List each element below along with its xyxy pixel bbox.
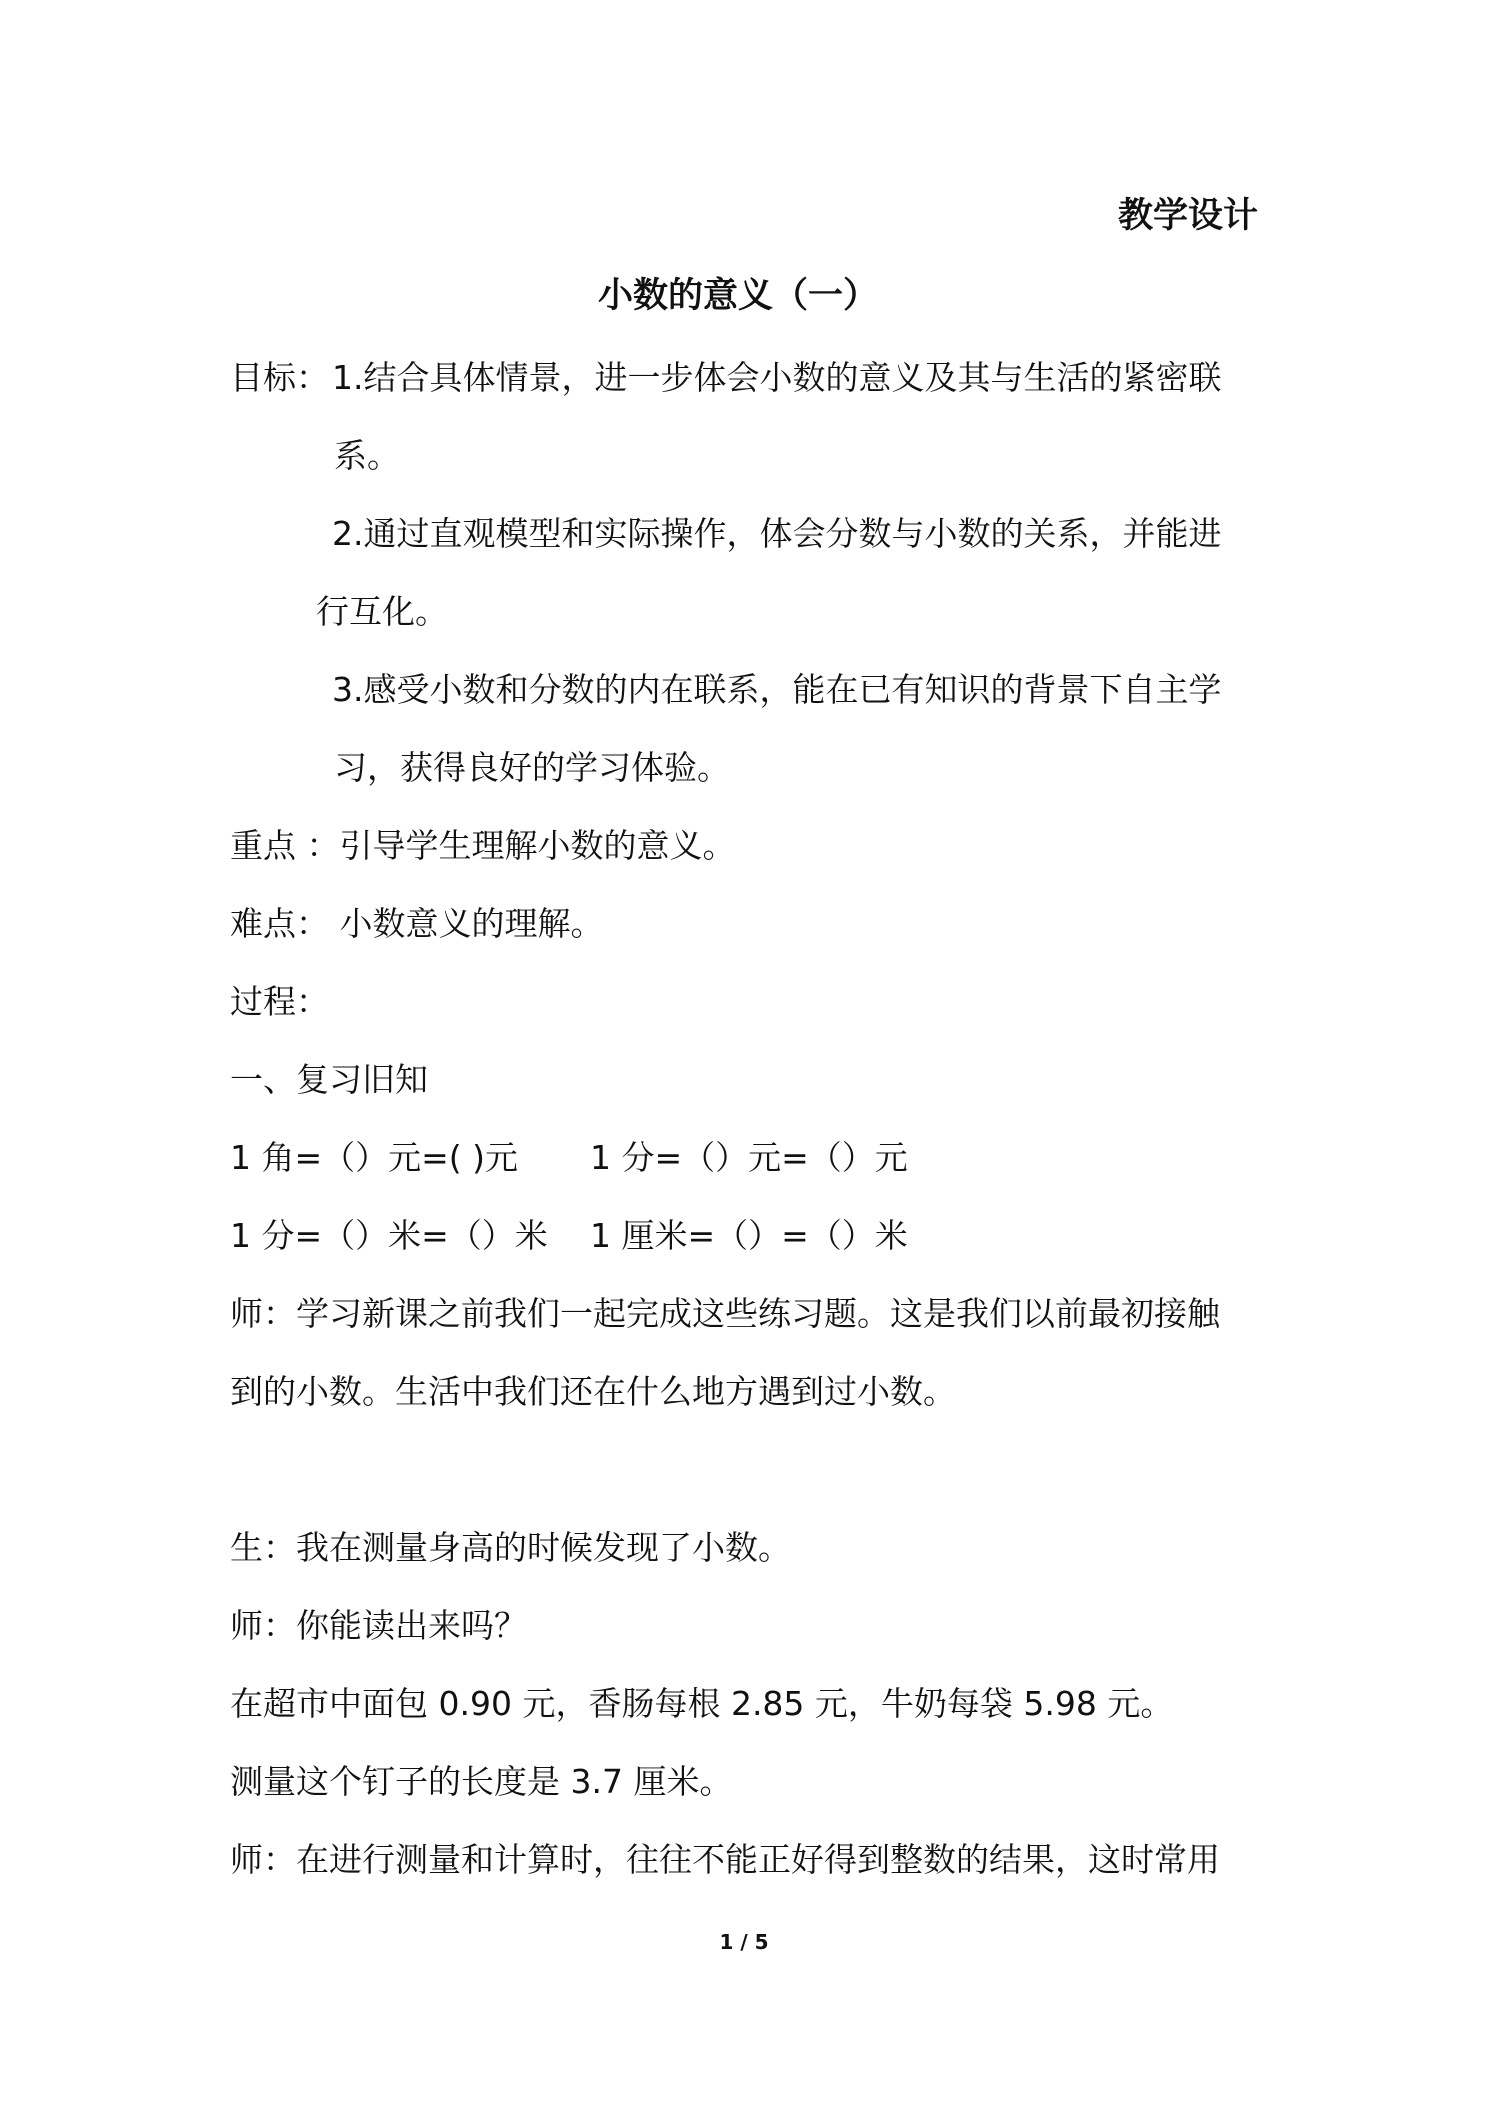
example-line-2: 测量这个钉子的长度是 3.7 厘米。: [230, 1762, 733, 1801]
process-label: 过程：: [230, 982, 329, 1021]
exercise-2b: 1 厘米=（）=（）米: [590, 1216, 908, 1255]
goal-2-line-2: 行互化。: [316, 592, 448, 631]
difficulty: 难点： 小数意义的理解。: [230, 904, 604, 943]
teacher-line-1b: 到的小数。生活中我们还在什么地方遇到过小数。: [230, 1372, 956, 1411]
section-review: 一、复习旧知: [230, 1060, 428, 1099]
teacher-line-1a: 师：学习新课之前我们一起完成这些练习题。这是我们以前最初接触: [230, 1294, 1220, 1333]
goal-1-line-1: 1.结合具体情景，进一步体会小数的意义及其与生活的紧密联: [332, 358, 1222, 397]
exercise-1b: 1 分=（）元=（）元: [590, 1138, 908, 1177]
teacher-line-2: 师：你能读出来吗？: [230, 1606, 527, 1645]
example-line-1: 在超市中面包 0.90 元，香肠每根 2.85 元，牛奶每袋 5.98 元。: [230, 1684, 1174, 1723]
goal-3-line-1: 3.感受小数和分数的内在联系，能在已有知识的背景下自主学: [332, 670, 1222, 709]
header-title: 教学设计: [1118, 196, 1259, 236]
document-title: 小数的意义（一）: [598, 276, 879, 316]
goal-1-line-2: 系。: [334, 436, 400, 475]
exercise-2a: 1 分=（）米=（）米: [230, 1216, 548, 1255]
goals-label: 目标：: [230, 358, 329, 397]
goal-3-line-2: 习，获得良好的学习体验。: [334, 748, 730, 787]
student-line-1: 生：我在测量身高的时候发现了小数。: [230, 1528, 791, 1567]
teacher-line-3: 师：在进行测量和计算时，往往不能正好得到整数的结果，这时常用: [230, 1840, 1220, 1879]
goal-2-line-1: 2.通过直观模型和实际操作，体会分数与小数的关系，并能进: [332, 514, 1222, 553]
key-point: 重点 ：引导学生理解小数的意义。: [230, 826, 736, 865]
exercise-1a: 1 角=（）元=( )元: [230, 1138, 519, 1177]
page-number: 1 / 5: [719, 1930, 769, 1954]
